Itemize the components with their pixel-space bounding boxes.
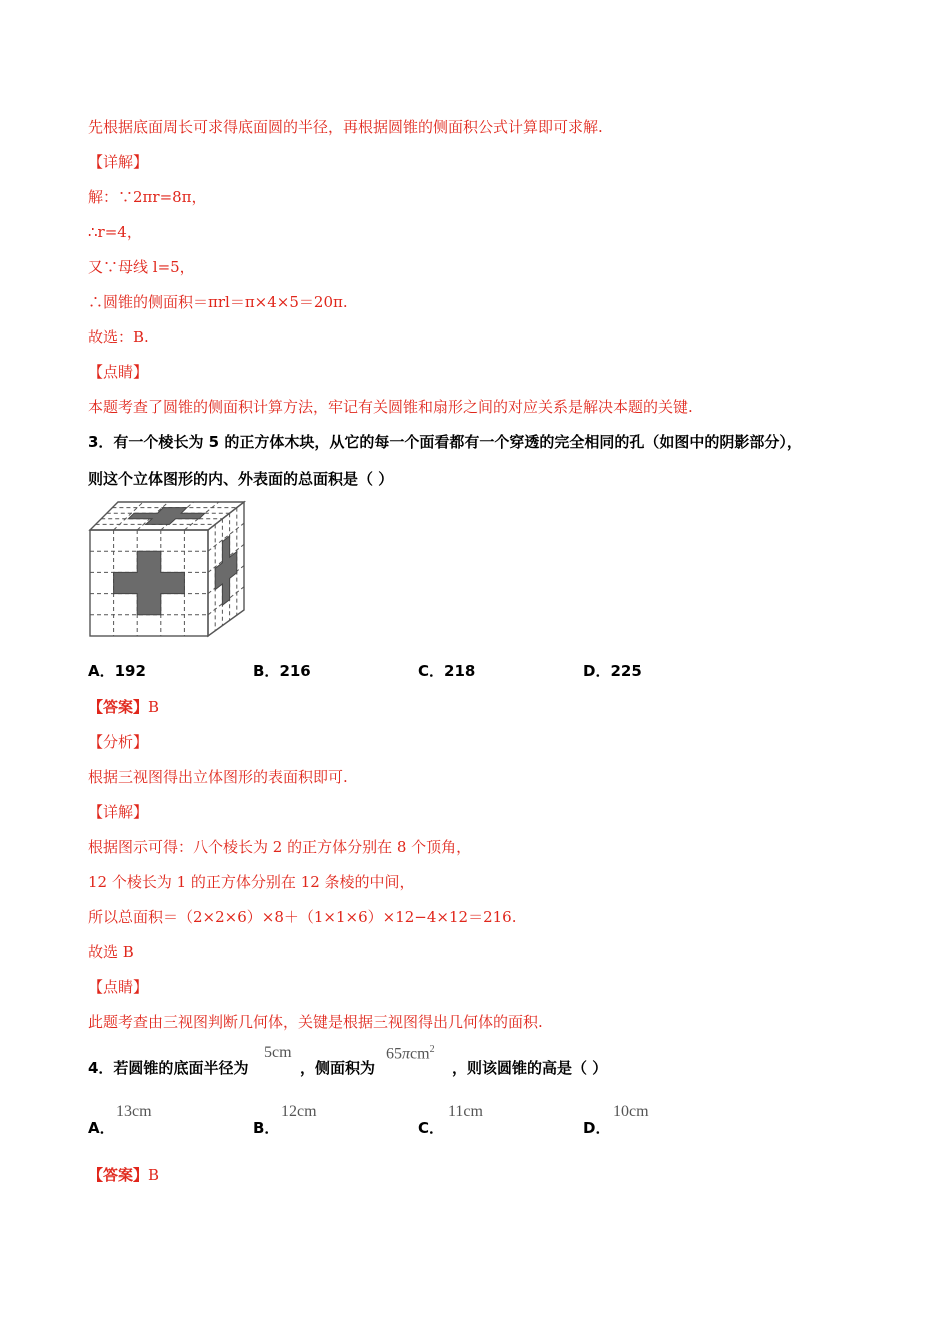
q2-comment: 本题考查了圆锥的侧面积计算方法，牢记有关圆锥和扇形之间的对应关系是解决本题的关键. bbox=[88, 398, 693, 416]
q3-option-c-value: 218 bbox=[444, 662, 476, 680]
q4-option-c-value: 11cm bbox=[448, 1103, 483, 1120]
q3-option-d-value: 225 bbox=[610, 662, 642, 680]
q3-option-a-letter: A． bbox=[88, 662, 115, 680]
q3-option-b bbox=[253, 661, 311, 681]
q4-area-num: 65 bbox=[386, 1045, 402, 1063]
q3-option-a-value: 192 bbox=[114, 662, 146, 680]
q4-answer-line bbox=[88, 1165, 159, 1185]
q3-detail-tag: 【详解】 bbox=[88, 803, 149, 821]
q4-option-a-value: 13cm bbox=[116, 1103, 152, 1120]
q3-option-c-letter: C． bbox=[418, 662, 445, 680]
q3-comment: 此题考查由三视图判断几何体，关键是根据三视图得出几何体的面积. bbox=[88, 1013, 543, 1031]
q2-detail-line-3: 又∵母线 l=5， bbox=[88, 258, 195, 276]
q4-area-exp: 2 bbox=[429, 1044, 435, 1055]
q3-answer: B bbox=[148, 698, 160, 716]
q4-option-b-value: 12cm bbox=[281, 1103, 317, 1120]
front-cross-hole bbox=[114, 551, 185, 615]
q3-option-d bbox=[583, 661, 642, 681]
q4-answer-tag: 【答案】 bbox=[88, 1166, 149, 1184]
q2-detail-line-5: 故选：B. bbox=[88, 328, 149, 346]
q3-comment-tag: 【点睛】 bbox=[88, 978, 149, 996]
q3-detail-line-3: 所以总面积＝（2×2×6）×8＋（1×1×6）×12−4×12＝216. bbox=[88, 908, 517, 926]
q2-detail-line-1: 解：∵2πr=8π， bbox=[88, 188, 207, 206]
q2-comment-tag: 【点睛】 bbox=[88, 363, 149, 381]
q4-option-c-letter: C． bbox=[418, 1119, 445, 1137]
q4-area-math bbox=[386, 1044, 435, 1063]
q3-analysis-tag: 【分析】 bbox=[88, 733, 149, 751]
q3-detail-line-2: 12 个棱长为 1 的正方体分别在 12 条棱的中间， bbox=[88, 873, 415, 891]
q4-option-a-letter: A． bbox=[88, 1119, 115, 1137]
q3-option-a bbox=[88, 661, 146, 681]
q3-option-b-letter: B． bbox=[253, 662, 280, 680]
right-cross-hole bbox=[215, 536, 237, 605]
q3-answer-line bbox=[88, 697, 159, 717]
q4-option-d-letter: D． bbox=[583, 1119, 611, 1137]
q3-analysis: 根据三视图得出立体图形的表面积即可. bbox=[88, 768, 348, 786]
q4-option-b-letter: B． bbox=[253, 1119, 280, 1137]
q3-stem-line-2: 则这个立体图形的内、外表面的总面积是（ ） bbox=[88, 470, 394, 488]
q4-area-unit: cm bbox=[410, 1045, 430, 1063]
q2-detail-line-4: ∴圆锥的侧面积＝πrl＝π×4×5＝20π. bbox=[88, 293, 348, 311]
q3-stem-line-1: 3．有一个棱长为 5 的正方体木块，从它的每一个面看都有一个穿透的完全相同的孔（如图中的阴影部分）， bbox=[88, 433, 802, 451]
q3-answer-tag: 【答案】 bbox=[88, 698, 149, 716]
q3-detail-line-4: 故选 B bbox=[88, 943, 134, 961]
cube-with-holes-figure bbox=[88, 500, 248, 640]
q4-option-d-value: 10cm bbox=[613, 1103, 649, 1120]
q2-detail-line-2: ∴r=4， bbox=[88, 223, 142, 241]
q3-option-c bbox=[418, 661, 475, 681]
q4-radius-math: 5cm bbox=[264, 1044, 292, 1061]
q3-detail-line-1: 根据图示可得：八个棱长为 2 的正方体分别在 8 个顶角， bbox=[88, 838, 472, 856]
q2-detail-tag: 【详解】 bbox=[88, 153, 149, 171]
q3-option-b-value: 216 bbox=[279, 662, 311, 680]
top-cross-hole bbox=[128, 508, 204, 525]
q4-stem-c: ，则该圆锥的高是（ ） bbox=[452, 1059, 608, 1077]
q4-area-pi: π bbox=[402, 1045, 411, 1063]
q4-answer: B bbox=[148, 1166, 160, 1184]
q2-analysis-text: 先根据底面周长可求得底面圆的半径，再根据圆锥的侧面积公式计算即可求解. bbox=[88, 118, 603, 136]
q4-stem-b: ，侧面积为 bbox=[300, 1059, 376, 1077]
q3-option-d-letter: D． bbox=[583, 662, 611, 680]
q4-stem-a: 4．若圆锥的底面半径为 bbox=[88, 1059, 249, 1077]
